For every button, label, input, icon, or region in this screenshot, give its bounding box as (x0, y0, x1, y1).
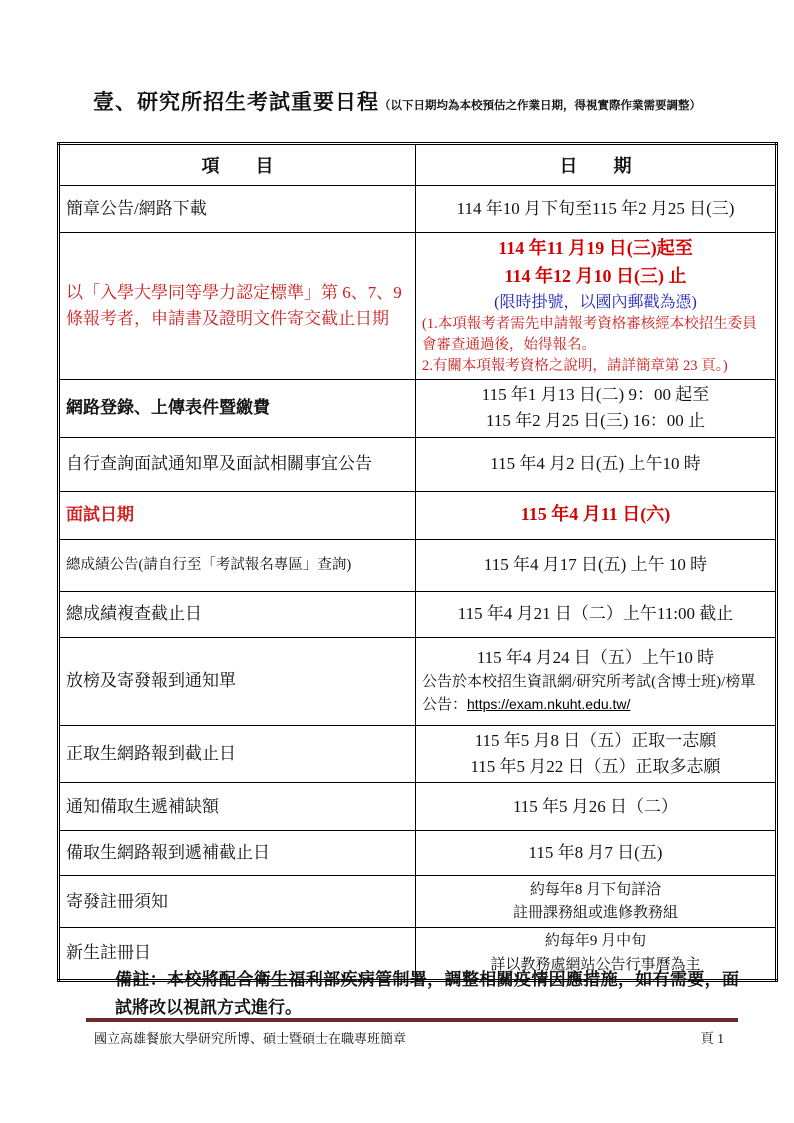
item-cell: 寄發註冊須知 (59, 876, 416, 928)
item-cell: 總成績公告(請自行至「考試報名專區」查詢) (59, 539, 416, 591)
title-main: 壹、研究所招生考試重要日程 (93, 90, 379, 114)
date-cell (416, 380, 777, 438)
announcement-text: 公告於本校招生資訊網/研究所考試(含博士班)/榜單公告： (422, 674, 756, 714)
date-cell: 115 年4 月11 日(六) (416, 491, 777, 539)
item-cell: 放榜及寄發報到通知單 (59, 637, 416, 725)
table-row (59, 783, 777, 831)
date-cell: 115 年8 月7 日(五) (416, 831, 777, 876)
exam-site-link[interactable]: https://exam.nkuht.edu.tw/ (467, 696, 631, 713)
table-row (59, 491, 777, 539)
mail-note-line: (限時掛號，以國內郵戳為憑) (494, 293, 697, 311)
table-row (59, 233, 777, 380)
table-row (59, 186, 777, 233)
date-line: 115 年2 月25 日(三) 16：00 止 (486, 411, 705, 431)
remark-note: 備註：本校將配合衛生福利部疾病管制署，調整相關疫情因應措施，如有需要，面試將改以視訊方式進行。 (115, 970, 739, 1018)
date-cell (416, 725, 777, 783)
footer-document-title: 國立高雄餐旅大學研究所博、碩士暨碩士在職專班簡章 (94, 1031, 407, 1046)
date-cell (416, 876, 777, 928)
item-cell: 正取生網路報到截止日 (59, 725, 416, 783)
date-line: 114 年11 月19 日(三)起至 (498, 238, 693, 258)
date-cell: 115 年4 月2 日(五) 上午10 時 (416, 437, 777, 491)
footer-text-row (86, 1027, 738, 1047)
date-line: 約每年9 月中旬 (544, 933, 647, 950)
date-line: 115 年5 月8 日（五）正取一志願 (474, 730, 717, 750)
date-cell: 115 年4 月21 日（二）上午11:00 截止 (416, 591, 777, 637)
table-row (59, 831, 777, 876)
item-cell: 面試日期 (59, 491, 416, 539)
item-cell: 自行查詢面試通知單及面試相關事宜公告 (59, 437, 416, 491)
date-cell (416, 233, 777, 380)
date-cell: 114 年10 月下旬至115 年2 月25 日(三) (416, 186, 777, 233)
date-line: 114 年12 月10 日(三) 止 (504, 265, 687, 286)
date-line: 註冊課務組或進修教務組 (512, 904, 678, 921)
item-cell: 網路登錄、上傳表件暨繳費 (59, 380, 416, 438)
item-cell: 總成績複查截止日 (59, 591, 416, 637)
col-header-item: 項 目 (59, 144, 416, 186)
date-line: 約每年8 月下旬詳洽 (529, 881, 662, 898)
page-title (0, 86, 794, 116)
item-cell: 以「入學大學同等學力認定標準」第 6、7、9 條報考者，申請書及證明文件寄交截止日期 (59, 233, 416, 380)
footer-divider (86, 1018, 738, 1022)
item-cell: 新生註冊日 (59, 928, 416, 981)
qualification-note-line: (1.本項報考者需先申請報考資格審核經本校招生委員會審查通過後，始得報名。 (422, 315, 757, 353)
table-row (59, 437, 777, 491)
date-line: 詳以教務處網站公告行事曆為主 (490, 956, 701, 973)
table-row (59, 876, 777, 928)
footer-page-number: 頁 1 (700, 1031, 724, 1046)
date-cell: 115 年5 月26 日（二） (416, 783, 777, 831)
item-cell: 簡章公告/網路下載 (59, 186, 416, 233)
date-cell: 115 年4 月17 日(五) 上午 10 時 (416, 539, 777, 591)
page-footer (86, 1018, 738, 1047)
table-row (59, 591, 777, 637)
qualification-note-line: 2.有關本項報考資格之說明，請詳簡章第 23 頁。) (422, 358, 728, 374)
item-cell: 通知備取生遞補缺額 (59, 783, 416, 831)
title-note: （以下日期均為本校預估之作業日期，得視實際作業需要調整） (379, 100, 701, 112)
item-cell: 備取生網路報到遞補截止日 (59, 831, 416, 876)
table-row (59, 725, 777, 783)
date-line: 115 年5 月22 日（五）正取多志願 (470, 757, 721, 777)
table-header-row (59, 144, 777, 186)
table-row (59, 637, 777, 725)
table-row (59, 539, 777, 591)
date-line: 115 年1 月13 日(二) 9：00 起至 (481, 385, 710, 405)
date-cell (416, 637, 777, 725)
col-header-date: 日 期 (416, 144, 777, 186)
date-line: 115 年4 月24 日（五）上午10 時 (476, 647, 715, 667)
announcement-line (422, 671, 769, 718)
schedule-table (57, 142, 778, 982)
table-row (59, 380, 777, 438)
